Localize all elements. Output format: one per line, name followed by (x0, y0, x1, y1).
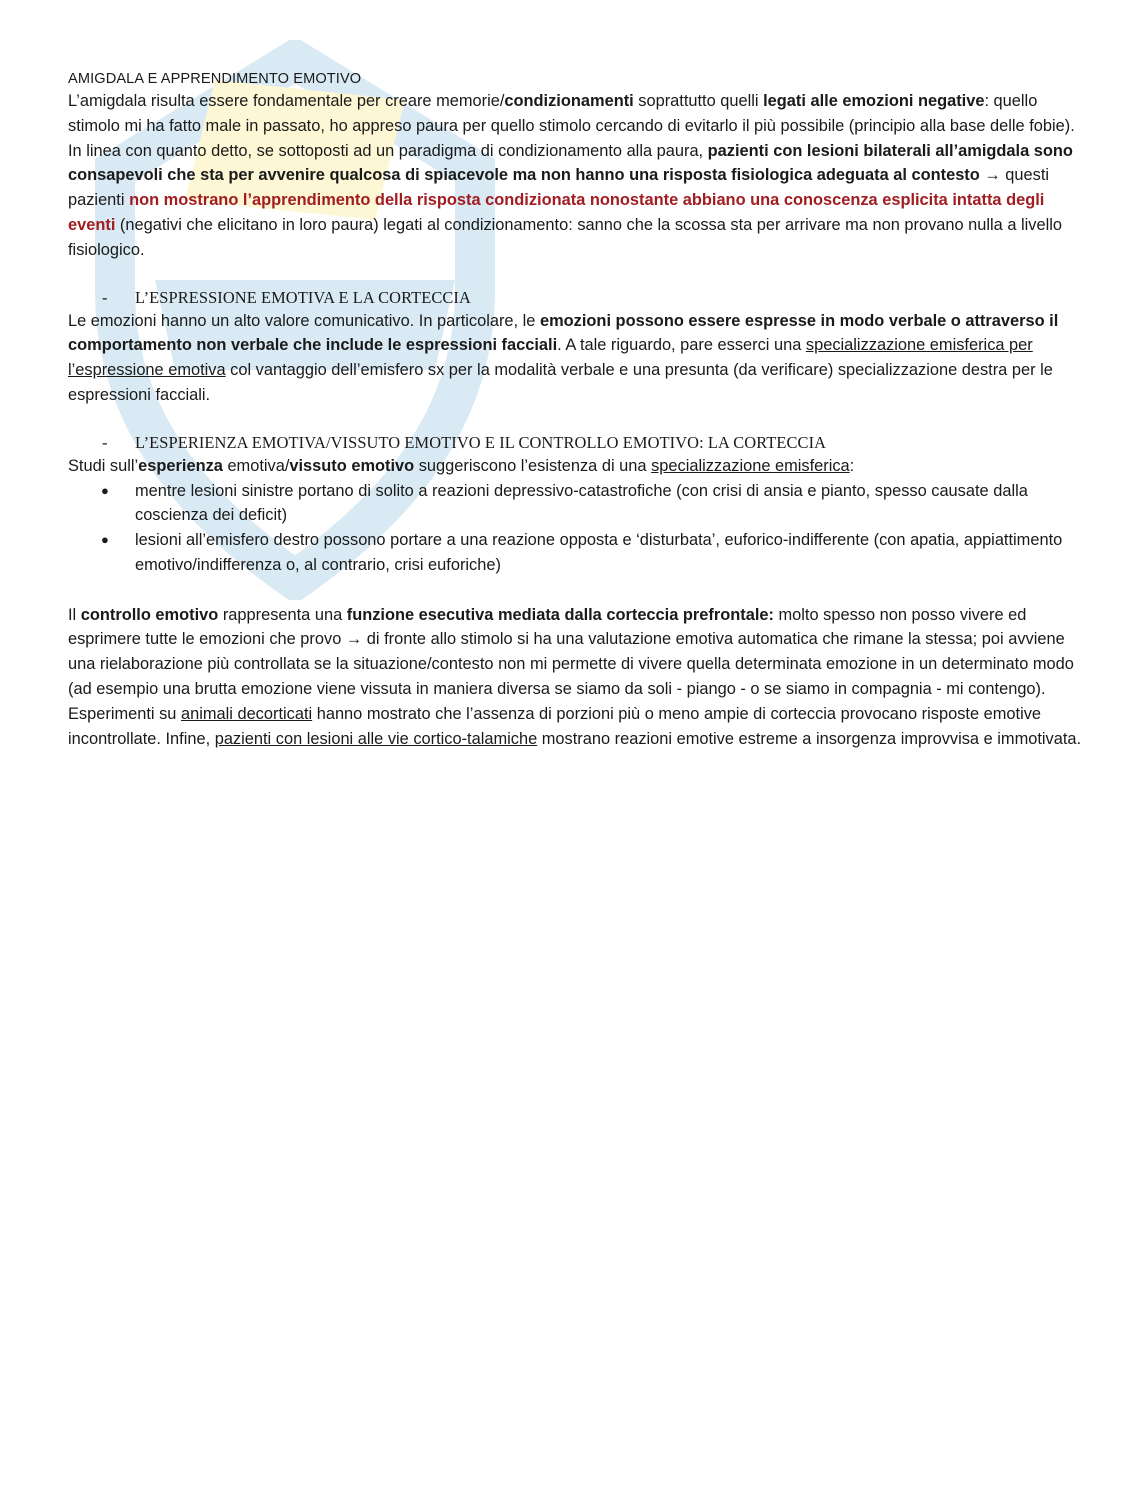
section-heading-amigdala: AMIGDALA E APPRENDIMENTO EMOTIVO (68, 71, 362, 87)
bullet-icon: ● (101, 532, 109, 548)
paragraph-espressione-emotiva: Le emozioni hanno un alto valore comunicativo. In particolare, le emozioni possono essere espresse in modo verbale o attraverso il comportamento non verbale che include le espressioni facciali. A tale riguardo, pare esserci una specializzazione emisferica per l’espressione emotiva col vantaggio dell’emisfero sx per la modalità verbale e una presunta (da verificare) specializzazione destra per le espressioni facciali. (68, 311, 1059, 404)
section-heading-esperienza: - L’ESPERIENZA EMOTIVA/VISSUTO EMOTIVO E IL CONTROLLO EMOTIVO: LA CORTECCIA (102, 432, 827, 452)
paragraph-esperienza-emotiva: Studi sull’esperienza emotiva/vissuto emotivo suggeriscono l’esistenza di una specializzazione emisferica: (68, 456, 855, 475)
list-item: ● mentre lesioni sinistre portano di solito a reazioni depressivo-catastrofiche (con crisi di ansia e pianto, spesso causate dalla coscienza dei deficit) (68, 479, 1083, 529)
bullet-list-lesioni (68, 479, 1083, 578)
bullet-icon: ● (101, 482, 109, 498)
paragraph-animali-decorticati: Esperimenti su animali decorticati hanno mostrato che l’assenza di porzioni più o meno ampie di corteccia provocano risposte emotive incontrollate. Infine, pazienti con lesioni alle vie cortico-talamiche mostrano reazioni emotive estreme a insorgenza improvvisa e immotivata. (68, 704, 1082, 748)
paragraph-amigdala-memorie: L’amigdala risulta essere fondamentale per creare memorie/condizionamenti soprattutto quelli legati alle emozioni negative: quello stimolo mi ha fatto male in passato, ho appreso paura per quello stimolo cercando di evitarlo il più possibile (principio alla base delle fobie). (68, 92, 1075, 135)
section-heading-espressione: - L’ESPRESSIONE EMOTIVA E LA CORTECCIA (102, 287, 471, 307)
paragraph-condizionamento-paura: In linea con quanto detto, se sottoposti ad un paradigma di condizionamento alla paura, pazienti con lesioni bilaterali all’amigdala sono consapevoli che sta per avvenire qualcosa di spiacevole ma non hanno una risposta fisiologica adeguata al contesto → questi pazienti non mostrano l’apprendimento della risposta condizionata nonostante abbiano una conoscenza esplicita intatta degli eventi (negativi che elicitano in loro paura) legati al condizionamento: sanno che la scossa sta per arrivare ma non provano nulla a livello fisiologico. (68, 141, 1073, 259)
paragraph-controllo-emotivo: Il controllo emotivo rappresenta una funzione esecutiva mediata dalla corteccia prefrontale: molto spesso non posso vivere ed esprimere tutte le emozioni che provo → di fronte allo stimolo si ha una valutazione emotiva automatica che rimane la stessa; poi avviene una rielaborazione più controllata se la situazione/contesto non mi permette di vivere quella determinata emozione in un determinato modo (ad esempio una brutta emozione viene vissuta in maniera diversa se siamo da soli - piango - o se siamo in compagnia - mi contengo). (68, 605, 1074, 698)
document-page (68, 68, 1083, 751)
list-item: ● lesioni all’emisfero destro possono portare a una reazione opposta e ‘disturbata’, euforico-indifferente (con apatia, appiattimento emotivo/indifferenza o, al contrario, crisi euforiche) (68, 528, 1083, 578)
spacer (68, 578, 1083, 603)
